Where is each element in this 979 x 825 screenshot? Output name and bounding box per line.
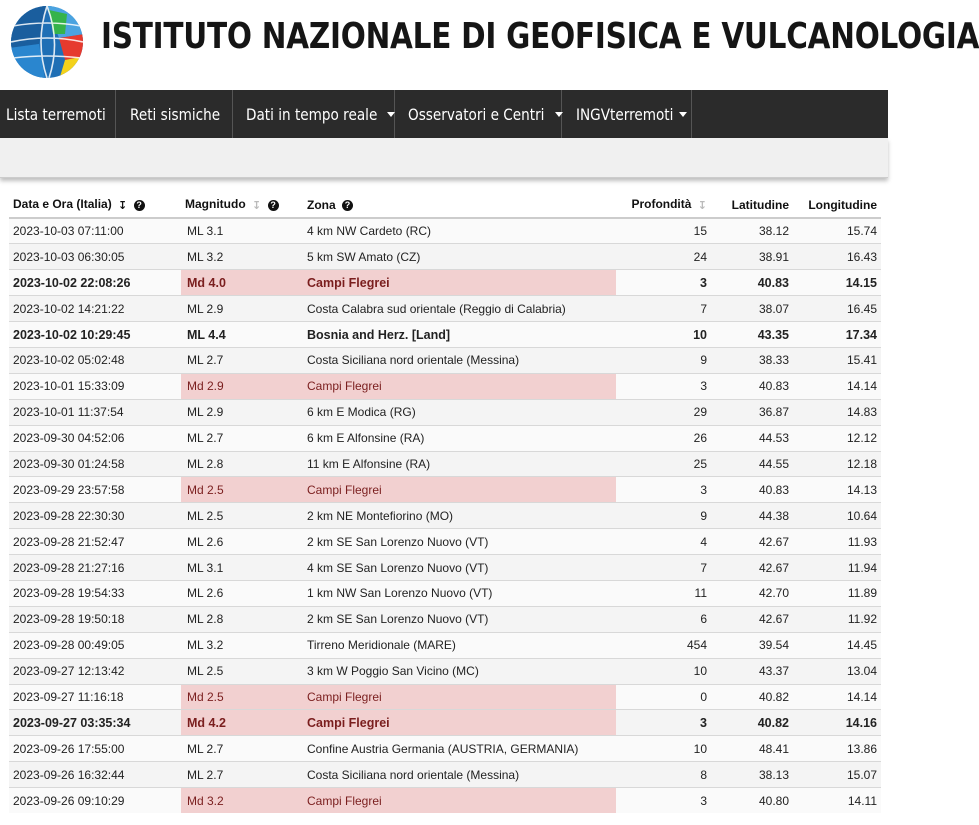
table-row[interactable] [9,580,881,606]
cell-magnitude: Md 2.5 [181,684,303,710]
cell-zone[interactable]: 5 km SW Amato (CZ) [303,244,616,270]
cell-datetime[interactable]: 2023-09-26 16:32:44 [9,762,181,788]
cell-longitude: 16.43 [793,244,881,270]
cell-magnitude: Md 2.9 [181,373,303,399]
cell-depth: 11 [616,580,711,606]
cell-zone[interactable]: 4 km NW Cardeto (RC) [303,218,616,244]
cell-longitude: 13.04 [793,658,881,684]
cell-depth: 29 [616,399,711,425]
cell-longitude: 14.13 [793,477,881,503]
table-body [9,218,881,813]
cell-zone[interactable]: Campi Flegrei [303,477,616,503]
cell-longitude: 11.94 [793,555,881,581]
sort-desc-icon[interactable]: ↧ [118,199,128,212]
cell-latitude: 36.87 [711,399,793,425]
cell-longitude: 15.74 [793,218,881,244]
cell-datetime[interactable]: 2023-09-28 00:49:05 [9,632,181,658]
cell-latitude: 38.91 [711,244,793,270]
table-row[interactable] [9,244,881,270]
nav-label: Osservatori e Centri [408,104,545,124]
cell-magnitude: ML 2.9 [181,296,303,322]
cell-depth: 15 [616,218,711,244]
cell-datetime[interactable]: 2023-10-01 15:33:09 [9,373,181,399]
cell-latitude: 40.83 [711,270,793,296]
cell-zone[interactable]: 2 km NE Montefiorino (MO) [303,503,616,529]
help-icon[interactable]: ? [268,200,279,211]
col-datetime[interactable] [9,192,181,218]
cell-magnitude: ML 2.5 [181,503,303,529]
cell-latitude: 40.82 [711,684,793,710]
main-navbar [0,90,888,138]
cell-zone[interactable]: Campi Flegrei [303,788,616,814]
cell-latitude: 40.82 [711,710,793,736]
table-row[interactable] [9,296,881,322]
table-row[interactable] [9,555,881,581]
cell-datetime[interactable]: 2023-10-02 22:08:26 [9,270,181,296]
nav-lista-terremoti[interactable] [0,90,116,138]
cell-datetime[interactable]: 2023-09-28 21:27:16 [9,555,181,581]
cell-datetime[interactable]: 2023-10-01 11:37:54 [9,399,181,425]
table-row[interactable] [9,606,881,632]
cell-zone[interactable]: Campi Flegrei [303,710,616,736]
cell-latitude: 42.67 [711,606,793,632]
table-row[interactable] [9,399,881,425]
cell-datetime[interactable]: 2023-10-03 06:30:05 [9,244,181,270]
cell-longitude: 11.92 [793,606,881,632]
cell-latitude: 44.55 [711,451,793,477]
cell-longitude: 15.41 [793,347,881,373]
cell-datetime[interactable]: 2023-09-28 19:50:18 [9,606,181,632]
table-row[interactable] [9,632,881,658]
cell-latitude: 38.33 [711,347,793,373]
cell-longitude: 14.83 [793,399,881,425]
cell-magnitude: ML 3.2 [181,632,303,658]
table-row[interactable] [9,477,881,503]
table-row[interactable] [9,503,881,529]
cell-magnitude: ML 2.5 [181,658,303,684]
table-row[interactable] [9,425,881,451]
cell-depth: 8 [616,762,711,788]
col-depth[interactable] [616,192,711,218]
col-magnitude[interactable] [181,192,303,218]
cell-latitude: 42.67 [711,529,793,555]
cell-depth: 0 [616,684,711,710]
cell-depth: 7 [616,555,711,581]
cell-depth: 10 [616,736,711,762]
cell-datetime[interactable]: 2023-09-27 11:16:18 [9,684,181,710]
cell-datetime[interactable]: 2023-10-02 10:29:45 [9,322,181,348]
earthquake-table [9,192,881,813]
cell-datetime[interactable]: 2023-10-02 14:21:22 [9,296,181,322]
col-datetime-label: Data e Ora (Italia) [13,197,112,212]
col-zone-label: Zona [307,197,336,212]
cell-depth: 25 [616,451,711,477]
cell-magnitude: ML 2.8 [181,451,303,477]
cell-depth: 3 [616,373,711,399]
col-zone[interactable] [303,192,616,218]
cell-datetime[interactable]: 2023-09-26 17:55:00 [9,736,181,762]
cell-depth: 9 [616,503,711,529]
cell-latitude: 38.12 [711,218,793,244]
cell-longitude: 14.14 [793,373,881,399]
cell-zone[interactable]: 6 km E Modica (RG) [303,399,616,425]
cell-magnitude: ML 4.4 [181,322,303,348]
cell-magnitude: ML 3.2 [181,244,303,270]
nav-label: Lista terremoti [6,104,106,124]
cell-longitude: 12.12 [793,425,881,451]
cell-longitude: 14.16 [793,710,881,736]
cell-magnitude: ML 3.1 [181,555,303,581]
site-header [0,0,979,90]
help-icon[interactable]: ? [134,200,145,211]
cell-longitude: 14.15 [793,270,881,296]
table-row[interactable] [9,529,881,555]
table-row[interactable] [9,218,881,244]
cell-zone[interactable]: Costa Siciliana nord orientale (Messina) [303,347,616,373]
cell-zone[interactable]: 6 km E Alfonsine (RA) [303,425,616,451]
nav-reti-sismiche[interactable] [116,90,233,138]
cell-zone[interactable]: Bosnia and Herz. [Land] [303,322,616,348]
cell-longitude: 15.07 [793,762,881,788]
col-longitude-label: Longitudine [808,197,877,212]
table-row[interactable] [9,347,881,373]
cell-magnitude: Md 2.5 [181,477,303,503]
cell-latitude: 40.83 [711,373,793,399]
col-longitude[interactable] [793,192,881,218]
cell-longitude: 11.93 [793,529,881,555]
table-header-row [9,192,881,218]
table-row[interactable] [9,762,881,788]
table-row[interactable] [9,684,881,710]
cell-datetime[interactable]: 2023-09-30 01:24:58 [9,451,181,477]
cell-datetime[interactable]: 2023-09-28 21:52:47 [9,529,181,555]
cell-datetime[interactable]: 2023-09-28 22:30:30 [9,503,181,529]
cell-datetime[interactable]: 2023-10-03 07:11:00 [9,218,181,244]
cell-longitude: 13.86 [793,736,881,762]
cell-magnitude: ML 2.7 [181,347,303,373]
cell-datetime[interactable]: 2023-09-27 12:13:42 [9,658,181,684]
nav-osservatori-centri[interactable] [395,90,562,138]
nav-label: Dati in tempo reale [246,104,378,124]
cell-longitude: 14.45 [793,632,881,658]
cell-latitude: 48.41 [711,736,793,762]
cell-zone[interactable]: 11 km E Alfonsine (RA) [303,451,616,477]
ingv-globe-logo[interactable] [9,4,85,80]
table-row[interactable] [9,788,881,814]
cell-latitude: 42.70 [711,580,793,606]
cell-latitude: 43.37 [711,658,793,684]
cell-datetime[interactable]: 2023-09-27 03:35:34 [9,710,181,736]
site-title: ISTITUTO NAZIONALE DI GEOFISICA E VULCANOLOGIA [101,16,979,57]
cell-latitude: 44.38 [711,503,793,529]
cell-depth: 9 [616,347,711,373]
table-row[interactable] [9,373,881,399]
cell-zone[interactable]: Campi Flegrei [303,684,616,710]
col-latitude-label: Latitudine [731,197,789,212]
cell-zone[interactable]: 4 km SE San Lorenzo Nuovo (VT) [303,555,616,581]
nav-label: Reti sismiche [130,104,221,124]
toolbar-strip [0,138,888,178]
cell-depth: 4 [616,529,711,555]
cell-datetime[interactable]: 2023-09-29 23:57:58 [9,477,181,503]
cell-latitude: 42.67 [711,555,793,581]
sort-icon[interactable]: ↧ [252,199,262,212]
cell-zone[interactable]: Campi Flegrei [303,270,616,296]
cell-longitude: 10.64 [793,503,881,529]
cell-longitude: 12.18 [793,451,881,477]
cell-magnitude: ML 2.6 [181,529,303,555]
table-row[interactable] [9,322,881,348]
cell-latitude: 44.53 [711,425,793,451]
cell-longitude: 17.34 [793,322,881,348]
cell-zone[interactable]: 2 km SE San Lorenzo Nuovo (VT) [303,606,616,632]
chevron-down-icon [387,112,395,117]
cell-latitude: 39.54 [711,632,793,658]
table-row[interactable] [9,736,881,762]
cell-latitude: 43.35 [711,322,793,348]
cell-longitude: 14.11 [793,788,881,814]
cell-latitude: 40.80 [711,788,793,814]
cell-zone[interactable]: Costa Calabra sud orientale (Reggio di Calabria) [303,296,616,322]
cell-depth: 3 [616,477,711,503]
cell-datetime[interactable]: 2023-09-28 19:54:33 [9,580,181,606]
cell-magnitude: ML 2.8 [181,606,303,632]
cell-depth: 24 [616,244,711,270]
cell-zone[interactable]: Costa Siciliana nord orientale (Messina) [303,762,616,788]
cell-magnitude: ML 2.7 [181,425,303,451]
cell-depth: 3 [616,270,711,296]
cell-latitude: 38.13 [711,762,793,788]
earthquake-table-container [9,192,881,813]
col-latitude[interactable] [711,192,793,218]
cell-longitude: 14.14 [793,684,881,710]
cell-datetime[interactable]: 2023-09-26 09:10:29 [9,788,181,814]
nav-label: INGVterremoti [576,104,674,124]
cell-datetime[interactable]: 2023-09-30 04:52:06 [9,425,181,451]
cell-zone[interactable]: 3 km W Poggio San Vicino (MC) [303,658,616,684]
cell-zone[interactable]: Campi Flegrei [303,373,616,399]
cell-zone[interactable]: Confine Austria Germania (AUSTRIA, GERMANIA) [303,736,616,762]
cell-magnitude: ML 3.1 [181,218,303,244]
nav-dati-tempo-reale[interactable] [233,90,395,138]
cell-depth: 10 [616,322,711,348]
cell-depth: 3 [616,788,711,814]
cell-magnitude: Md 4.0 [181,270,303,296]
cell-depth: 454 [616,632,711,658]
cell-magnitude: ML 2.6 [181,580,303,606]
col-depth-label: Profondità [631,197,692,212]
table-row[interactable] [9,270,881,296]
table-row[interactable] [9,710,881,736]
nav-ingvterremoti[interactable] [562,90,692,138]
table-row[interactable] [9,658,881,684]
table-row[interactable] [9,451,881,477]
help-icon[interactable]: ? [342,200,353,211]
cell-magnitude: ML 2.9 [181,399,303,425]
cell-depth: 26 [616,425,711,451]
sort-icon[interactable]: ↧ [697,199,707,212]
cell-zone[interactable]: 1 km NW San Lorenzo Nuovo (VT) [303,580,616,606]
cell-magnitude: ML 2.7 [181,736,303,762]
cell-datetime[interactable]: 2023-10-02 05:02:48 [9,347,181,373]
cell-magnitude: Md 4.2 [181,710,303,736]
cell-depth: 7 [616,296,711,322]
cell-latitude: 38.07 [711,296,793,322]
cell-zone[interactable]: 2 km SE San Lorenzo Nuovo (VT) [303,529,616,555]
cell-depth: 10 [616,658,711,684]
cell-latitude: 40.83 [711,477,793,503]
cell-magnitude: Md 3.2 [181,788,303,814]
cell-longitude: 16.45 [793,296,881,322]
cell-zone[interactable]: Tirreno Meridionale (MARE) [303,632,616,658]
cell-depth: 6 [616,606,711,632]
cell-depth: 3 [616,710,711,736]
cell-magnitude: ML 2.7 [181,762,303,788]
chevron-down-icon [679,112,687,117]
col-magnitude-label: Magnitudo [185,197,246,212]
cell-longitude: 11.89 [793,580,881,606]
